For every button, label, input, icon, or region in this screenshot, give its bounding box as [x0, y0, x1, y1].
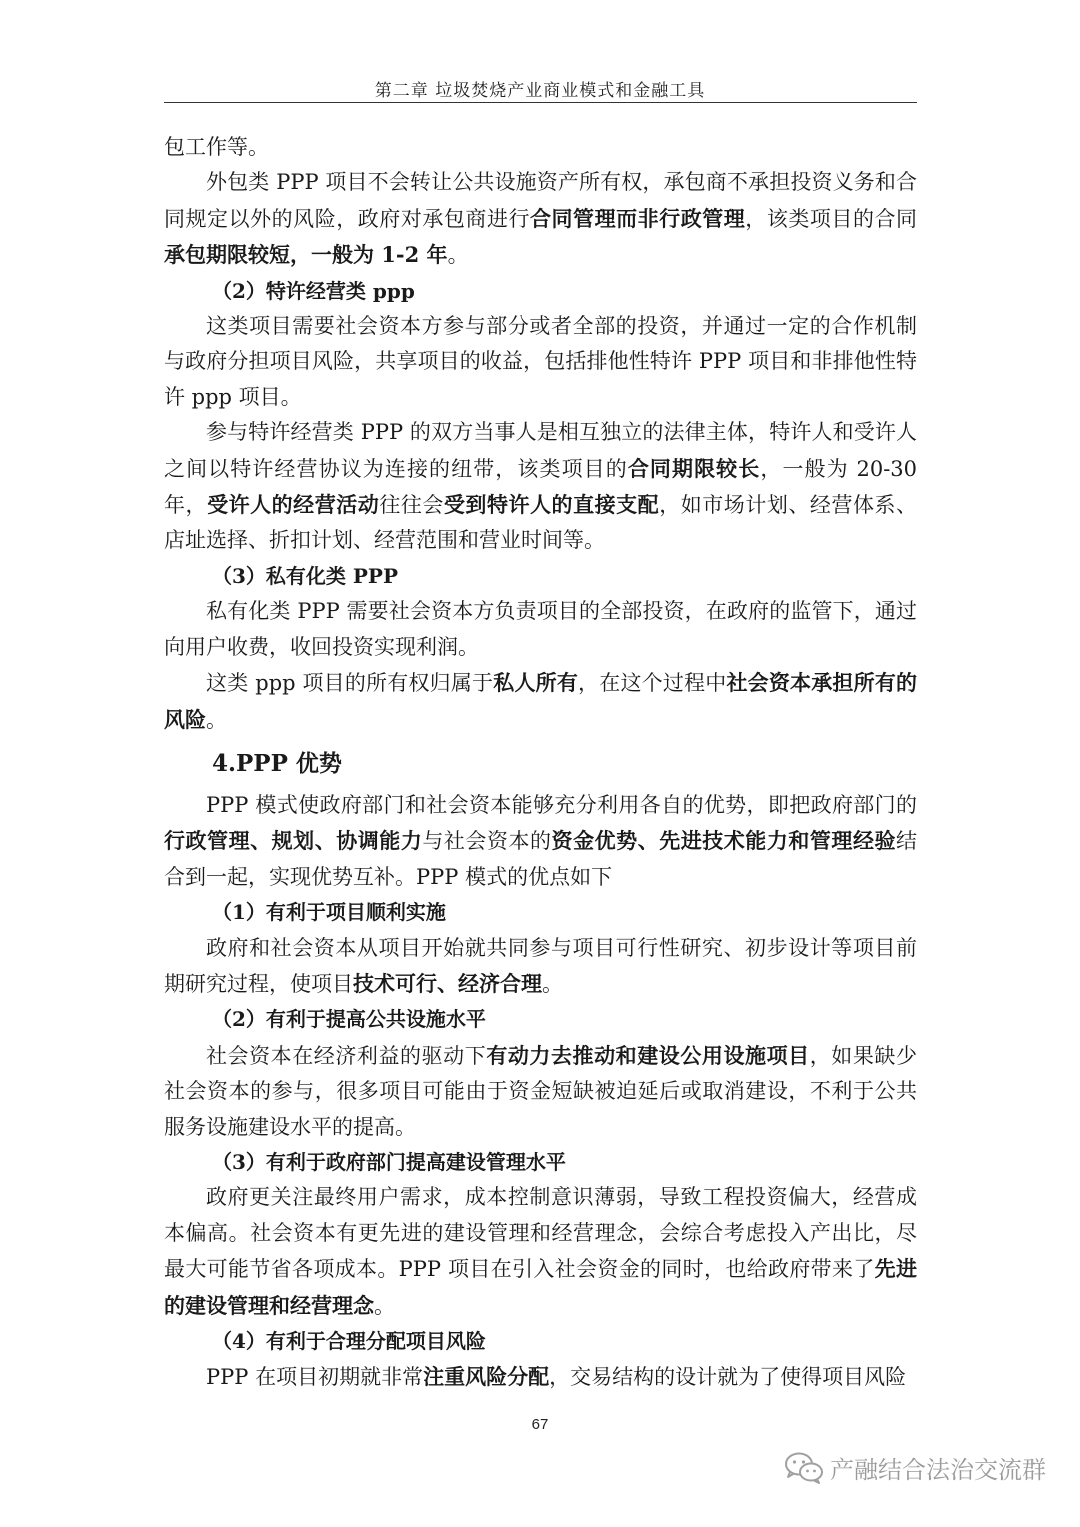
section-heading: 4.PPP 优势 [212, 749, 342, 777]
text: 。 [542, 971, 563, 996]
subheading: （2）特许经营类 ppp [212, 278, 415, 303]
bold-text: 受到特许人的直接支配 [443, 492, 660, 518]
bold-text: 合同管理而非行政管理 [530, 205, 746, 231]
text: PPP 在项目初期就非常 [206, 1365, 424, 1390]
bold-text: 有动力去推动和建设公用设施项目 [486, 1042, 810, 1068]
subheading: （3）私有化类 PPP [212, 563, 398, 588]
subheading: （1）有利于项目顺利实施 [212, 900, 446, 925]
wechat-icon [784, 1451, 824, 1485]
text: 包工作等。 [164, 135, 269, 159]
text: 。 [374, 1293, 395, 1318]
bold-text: 社会资本承担所有的风险 [164, 670, 918, 732]
paragraph [164, 130, 917, 165]
page-number: 67 [531, 1416, 549, 1433]
paragraph [164, 165, 917, 273]
text: 往往会 [379, 493, 444, 518]
text: 。 [447, 243, 469, 268]
text: PPP 模式使政府部门和社会资本能够充分利用各自的优势，即把政府部门的 [206, 792, 917, 817]
text: 结合到一起，实现优势互补。PPP 模式的优点如下 [164, 829, 918, 889]
text: 外包类 PPP 项目不会转让公共设施资产所有权，承包商不承担投资义务和合同规定以外的风险，政府对承包商进行 [164, 170, 917, 231]
bold-text: 资金优势、先进技术能力和管理经验 [551, 828, 897, 854]
watermark [784, 1450, 1046, 1485]
bold-text: 技术可行、经济合理 [353, 970, 542, 996]
subheading: （3）有利于政府部门提高建设管理水平 [212, 1149, 566, 1174]
text: ，该类项目的合同 [745, 206, 918, 231]
header-divider [164, 102, 917, 103]
paragraph [164, 931, 917, 1003]
text: ，交易结构的设计就为了使得项目风险 [549, 1365, 907, 1390]
chapter-header: 第二章 垃圾焚烧产业商业模式和金融工具 [374, 81, 706, 101]
paragraph [164, 665, 917, 738]
subheading: （4）有利于合理分配项目风险 [212, 1329, 486, 1353]
watermark-text: 产融结合法治交流群 [830, 1456, 1046, 1484]
bold-text: 注重风险分配 [423, 1364, 550, 1390]
text: 政府和社会资本从项目开始就共同参与项目可行性研究、初步设计等项目前期研究过程，使项目 [164, 935, 917, 996]
bold-text: 先进的建设管理和经营理念 [164, 1256, 918, 1318]
bold-text: 私人所有 [493, 670, 579, 696]
text: ，一般为 20-30 年， [164, 456, 918, 518]
text: 。 [206, 707, 227, 732]
paragraph [164, 1359, 917, 1395]
text: 这类项目需要社会资本方参与部分或者全部的投资，并通过一定的合作机制与政府分担项目风险，共享项目的收益，包括排他性特许 PPP 项目和非排他性特许 ppp 项目。 [164, 314, 917, 409]
paragraph [164, 309, 917, 415]
text: 参与特许经营类 PPP 的双方当事人是相互独立的法律主体，特许人和受许人之间以特许经营协议为连接的纽带，该类项目的 [164, 420, 917, 481]
bold-text: 行政管理、规划、协调能力 [164, 828, 423, 854]
text: ，如果缺少社会资本的参与，很多项目可能由于资金短缺被迫延后或取消建设，不利于公共服务设施建设水平的提高。 [164, 1043, 917, 1139]
paragraph [164, 415, 917, 559]
text: 与社会资本的 [422, 829, 552, 854]
subheading: （2）有利于提高公共设施水平 [212, 1007, 486, 1032]
text: 政府更关注最终用户需求，成本控制意识薄弱，导致工程投资偏大，经营成本偏高。社会资本有更先进的建设管理和经营理念，会综合考虑投入产出比，尽最大可能节省各项成本。PPP 项目在引入社会资金的同时，也给政府带来了 [164, 1185, 917, 1282]
bold-text: 承包期限较短，一般为 1-2 年 [164, 242, 448, 268]
paragraph [164, 1038, 917, 1145]
text: 私有化类 PPP 需要社会资本方负责项目的全部投资，在政府的监管下，通过向用户收费，收回投资实现利润。 [164, 599, 917, 659]
text: ，在这个过程中 [578, 671, 727, 696]
paragraph [164, 788, 917, 895]
text: 社会资本在经济利益的驱动下 [206, 1043, 487, 1068]
text: 这类 ppp 项目的所有权归属于 [206, 671, 494, 696]
bold-text: 合同期限较长 [627, 455, 761, 481]
paragraph [164, 594, 917, 665]
document-body [164, 130, 917, 1396]
paragraph [164, 1180, 917, 1324]
text: ，如市场计划、经营体系、店址选择、折扣计划、经营范围和营业时间等。 [164, 493, 918, 553]
bold-text: 受许人的经营活动 [207, 492, 380, 518]
